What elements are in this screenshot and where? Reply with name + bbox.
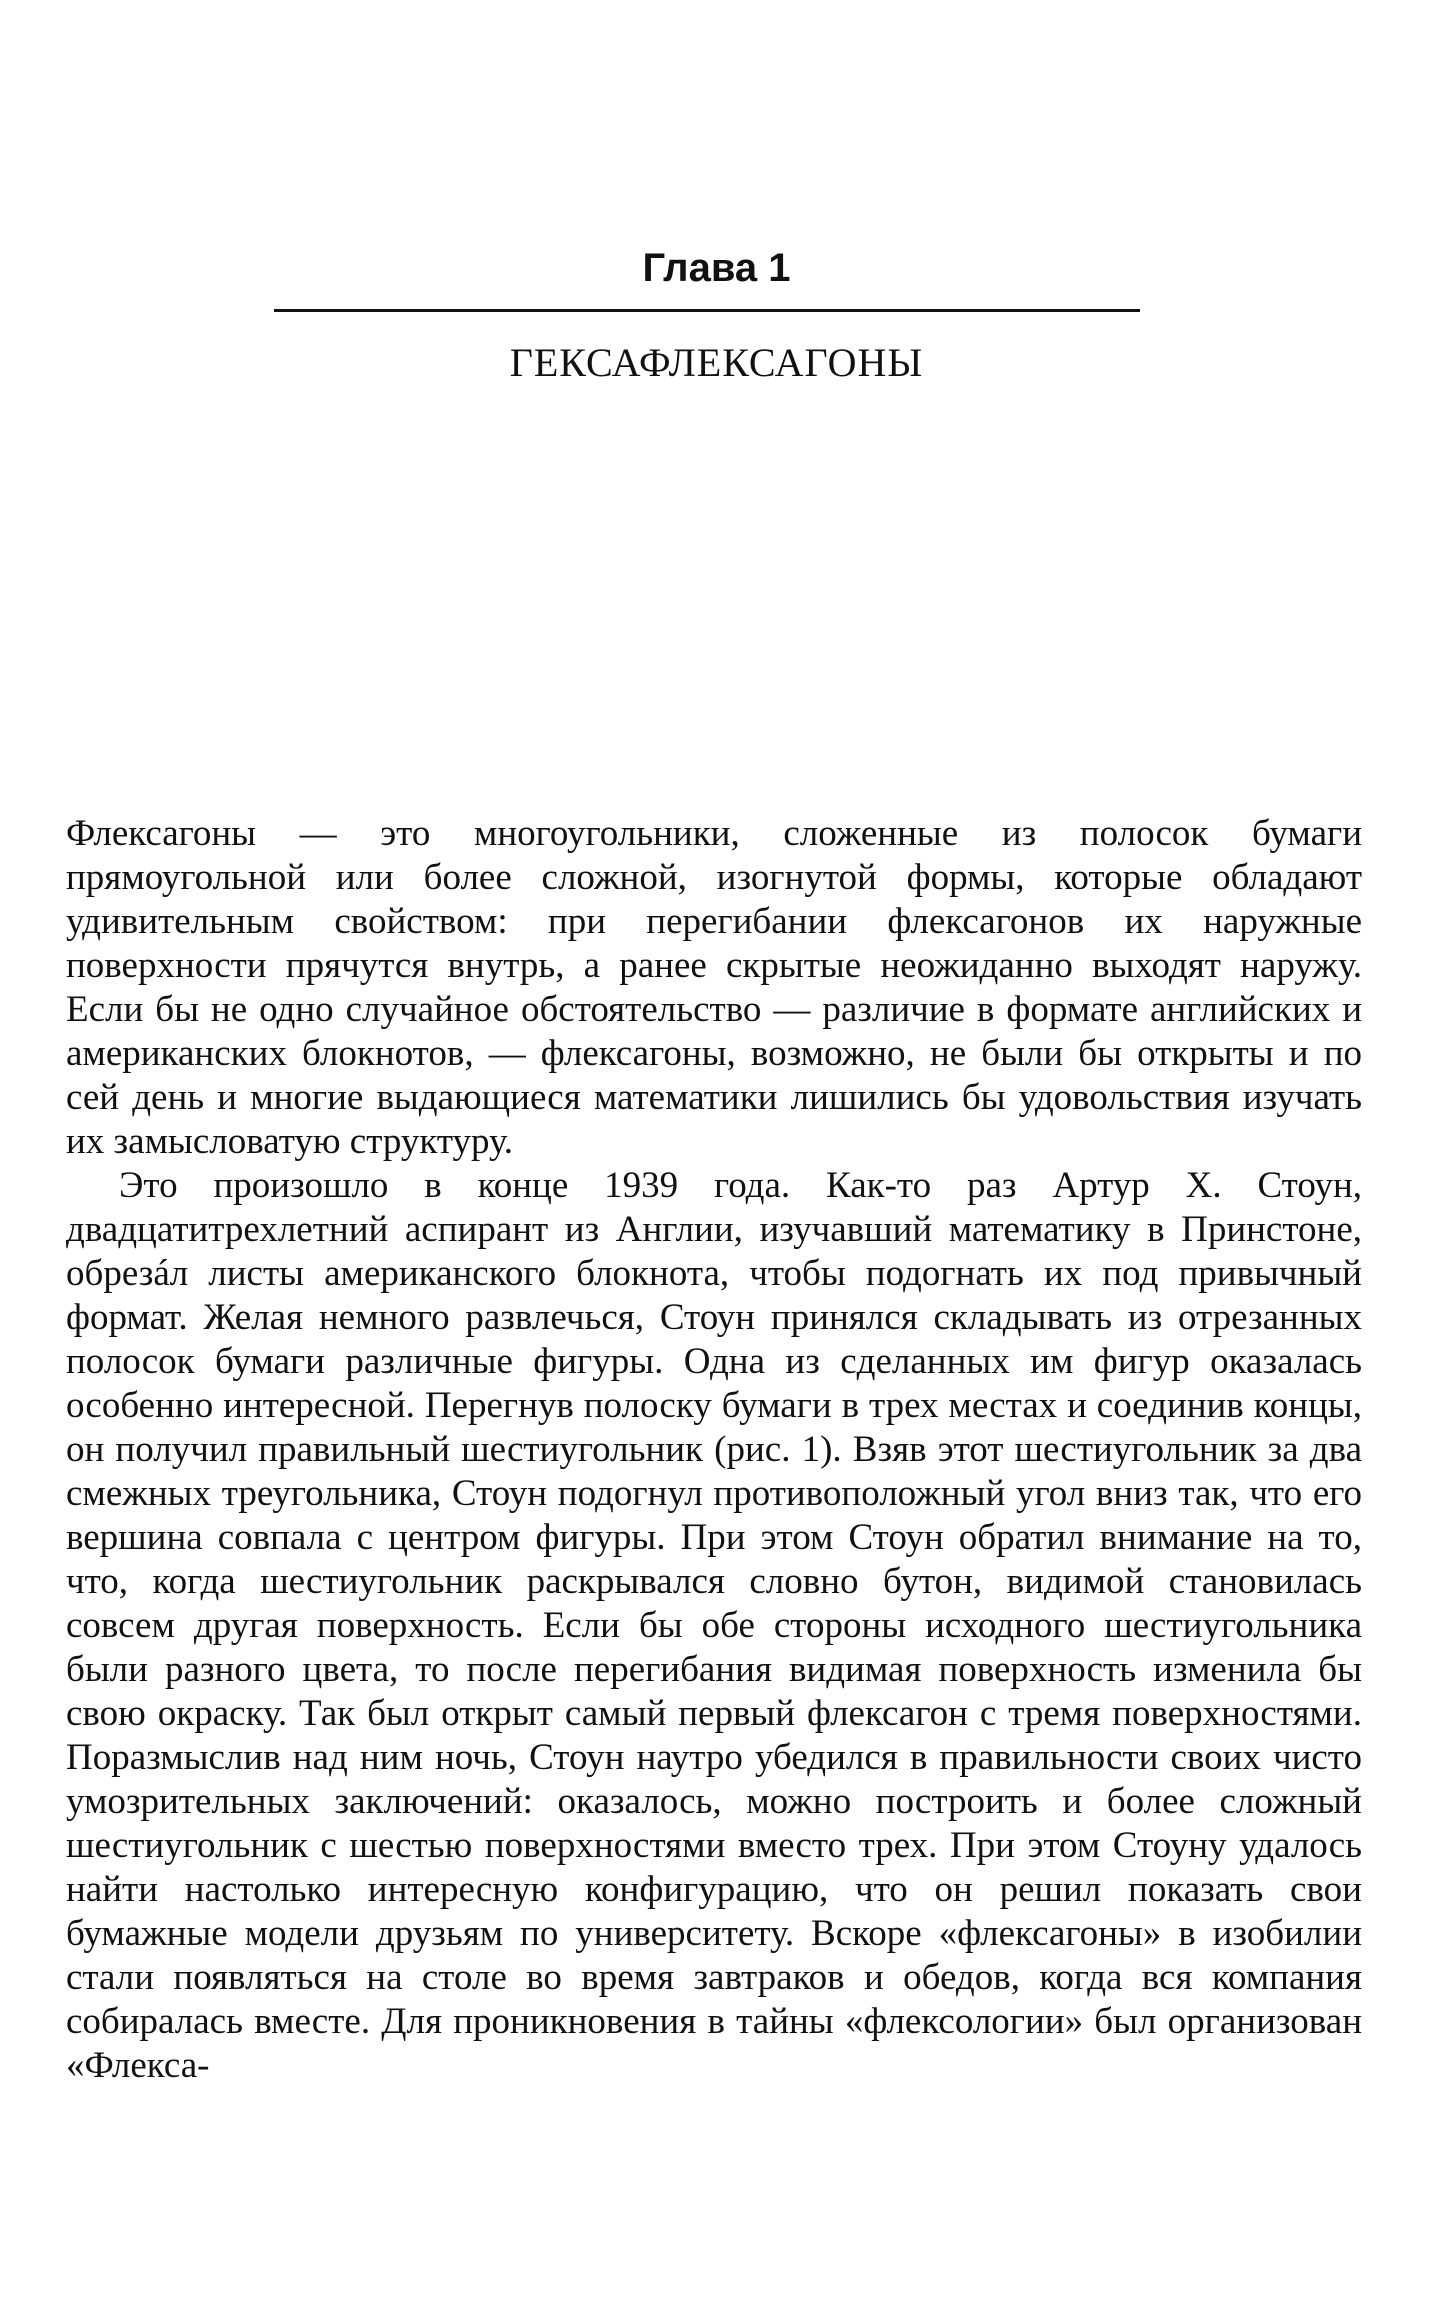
chapter-title: ГЕКСАФЛЕКСАГОНЫ	[509, 340, 924, 385]
chapter-rule	[274, 309, 1140, 312]
paragraph-2: Это произошло в конце 1939 года. Как-то раз Артур Х. Стоун, двадцатитрехлетний аспирант из Англии, изучавший математику в Принстоне, обрезáл листы американского блокнота, чтобы подогнать их под привычный формат. Желая немного развлечься, Стоун принялся складывать из отрезанных полосок бумаги различные фигуры. Одна из сделанных им фигур оказалась особенно интересной. Перегнув полоску бумаги в трех местах и соединив концы, он получил правильный шестиугольник (рис. 1). Взяв этот шестиугольник за два смежных треугольника, Стоун подогнул противоположный угол вниз так, что его вершина совпала с центром фигуры. При этом Стоун обратил внимание на то, что, когда шестиугольник раскрывался словно бутон, видимой становилась совсем другая поверхность. Если бы обе стороны исходного шестиугольника были разного цвета, то после перегибания видимая поверхность изменила бы свою окраску. Так был открыт самый первый флексагон с тремя поверхностями. Поразмыслив над ним ночь, Стоун наутро убедился в правильности своих чисто умозрительных заключений: оказалось, можно построить и более сложный шестиугольник с шестью поверхностями вместо трех. При этом Стоуну удалось найти настолько интересную конфигурацию, что он решил показать свои бумажные модели друзьям по университету. Вскоре «флексагоны» в изобилии стали появляться на столе во время завтраков и обедов, когда вся компания собиралась вместе. Для проникновения в тайны «флексологии» был организован «Флекса-	[66, 1165, 1362, 2086]
chapter-label: Глава 1	[642, 246, 791, 290]
body-text	[66, 812, 1362, 2088]
paragraph-1: Флексагоны — это многоугольники, сложенные из полосок бумаги прямоугольной или более сложной, изогнутой формы, которые обладают удивительным свойством: при перегибании флексагонов их наружные поверхности прячутся внутрь, а ранее скрытые неожиданно выходят наружу. Если бы не одно случайное обстоятельство — различие в формате английских и американских блокнотов, — флексагоны, возможно, не были бы открыты и по сей день и многие выдающиеся математики лишились бы удовольствия изучать их замысловатую структуру.	[66, 813, 1362, 1162]
